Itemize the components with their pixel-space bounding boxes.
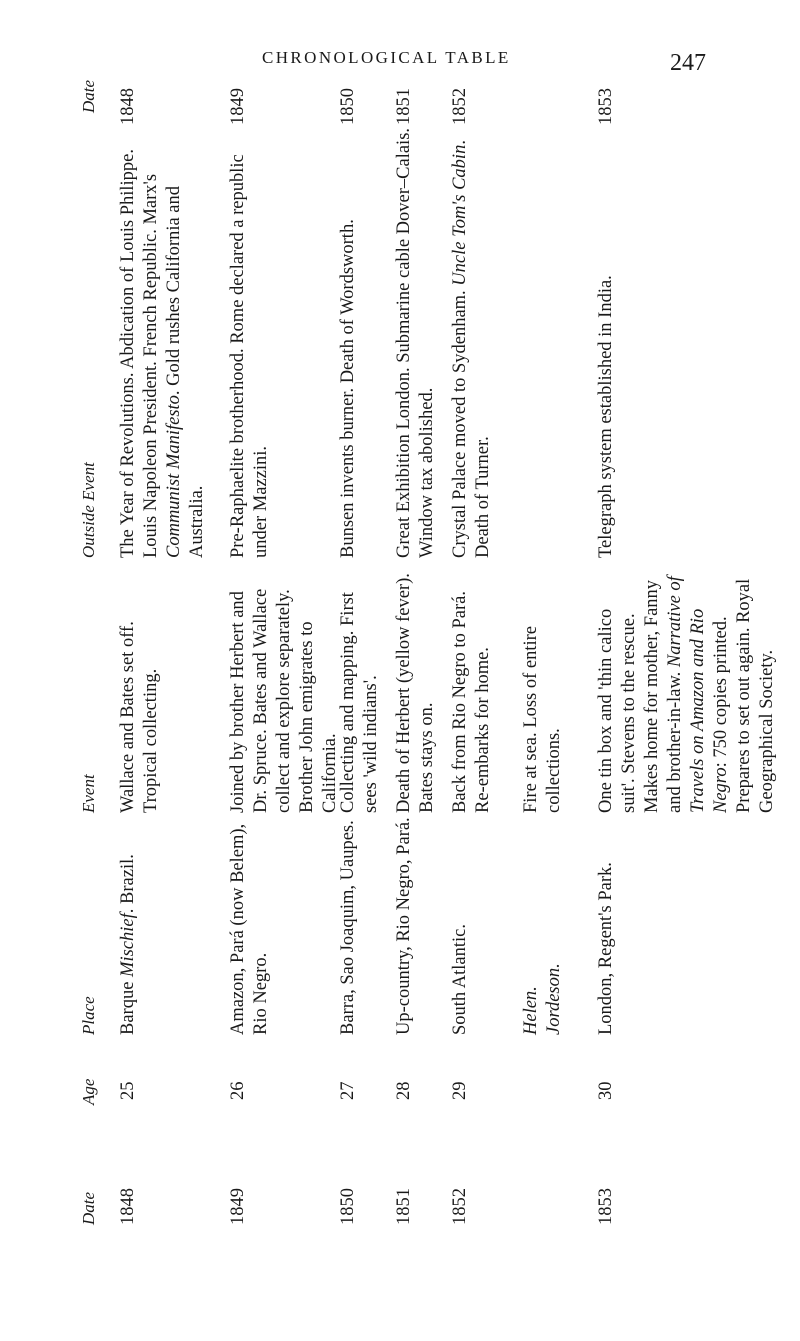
row-1850-date-right: 1850: [338, 88, 358, 125]
row-1848-date-right: 1848: [118, 88, 138, 125]
row-1853-age: 30: [596, 1081, 616, 1100]
row-1848-event: Wallace and Bates set off. Tropical collecting.: [118, 621, 161, 813]
header-event: Event: [79, 774, 98, 813]
row-1851-date: 1851: [394, 1188, 414, 1225]
row-1851-outside-event: Great Exhibition London. Submarine cable Dover–Calais. Window tax abolished.: [394, 127, 437, 558]
header-outside-event: Outside Event: [79, 462, 98, 558]
row-1852-date: 1852: [450, 1188, 470, 1225]
row-1850-date: 1850: [338, 1188, 358, 1225]
row-1850-event: Collecting and mapping. First sees 'wild indians'.: [338, 592, 381, 813]
row-1849-age: 26: [228, 1081, 248, 1100]
row-1853-place: London, Regent's Park.: [596, 862, 616, 1035]
row-1848-outside-event: The Year of Revolutions. Abdication of Louis Philippe. Louis Napoleon President. French Republic. Marx's Communist Manifesto. Gold rushes California and Australia.: [118, 148, 207, 558]
row-1851-date-right: 1851: [394, 88, 414, 125]
header-age: Age: [79, 1078, 98, 1105]
row-1850-age: 27: [338, 1081, 358, 1100]
chronological-table: [75, 79, 777, 1225]
page-number: 247: [670, 50, 706, 76]
header-date: Date: [79, 1191, 98, 1225]
row-1851-place: Up-country, Rio Negro, Pará.: [394, 817, 414, 1035]
header-date-right: Date: [79, 79, 98, 113]
row-1850-place: Barra, Sao Joaquim, Uaupes.: [338, 820, 358, 1035]
row-1852-event-2: Fire at sea. Loss of entire collections.: [521, 626, 564, 813]
row-1851-age: 28: [394, 1081, 414, 1100]
row-1849-date-right: 1849: [228, 88, 248, 125]
row-1853-outside-event: Telegraph system established in India.: [596, 275, 616, 558]
row-1852-date-right: 1852: [450, 88, 470, 125]
row-1852-age: 29: [450, 1081, 470, 1100]
row-1848-place: Barque Mischief. Brazil.: [118, 854, 138, 1035]
row-1849-place: Amazon, Pará (now Belem), Rio Negro.: [228, 823, 271, 1035]
running-head: CHRONOLOGICAL TABLE: [262, 48, 511, 67]
row-1849-outside-event: Pre-Raphaelite brotherhood. Rome declared a republic under Mazzini.: [228, 154, 271, 558]
row-1853-event: One tin box and 'thin calico suit'. Stevens to the rescue. Makes home for mother, Fanny and brother-in-law. Narrative of Travels on Amazon and Rio Negro: 750 copies printed. Prepares to set out again. Royal Geographical Society.: [596, 576, 777, 813]
row-1853-date: 1853: [596, 1188, 616, 1225]
row-1852-event-1: Back from Rio Negro to Pará. Re-embarks for home.: [450, 591, 493, 813]
row-1852-place: South Atlantic.: [450, 924, 470, 1035]
row-1849-date: 1849: [228, 1188, 248, 1225]
row-1852-outside-event: Crystal Palace moved to Sydenham. Uncle Tom's Cabin. Death of Turner.: [450, 140, 493, 558]
row-1853-date-right: 1853: [596, 88, 616, 125]
row-1848-age: 25: [118, 1081, 138, 1100]
row-1849-event: Joined by brother Herbert and Dr. Spruce. Bates and Wallace collect and explore separately. Brother John emigrates to California.: [228, 588, 340, 813]
header-place: Place: [79, 996, 98, 1035]
row-1852-place-ship: Helen. Jordeson.: [521, 963, 564, 1035]
row-1850-outside-event: Bunsen invents burner. Death of Wordsworth.: [338, 219, 358, 558]
row-1851-event: Death of Herbert (yellow fever). Bates stays on.: [394, 573, 437, 813]
row-1848-date: 1848: [118, 1188, 138, 1225]
